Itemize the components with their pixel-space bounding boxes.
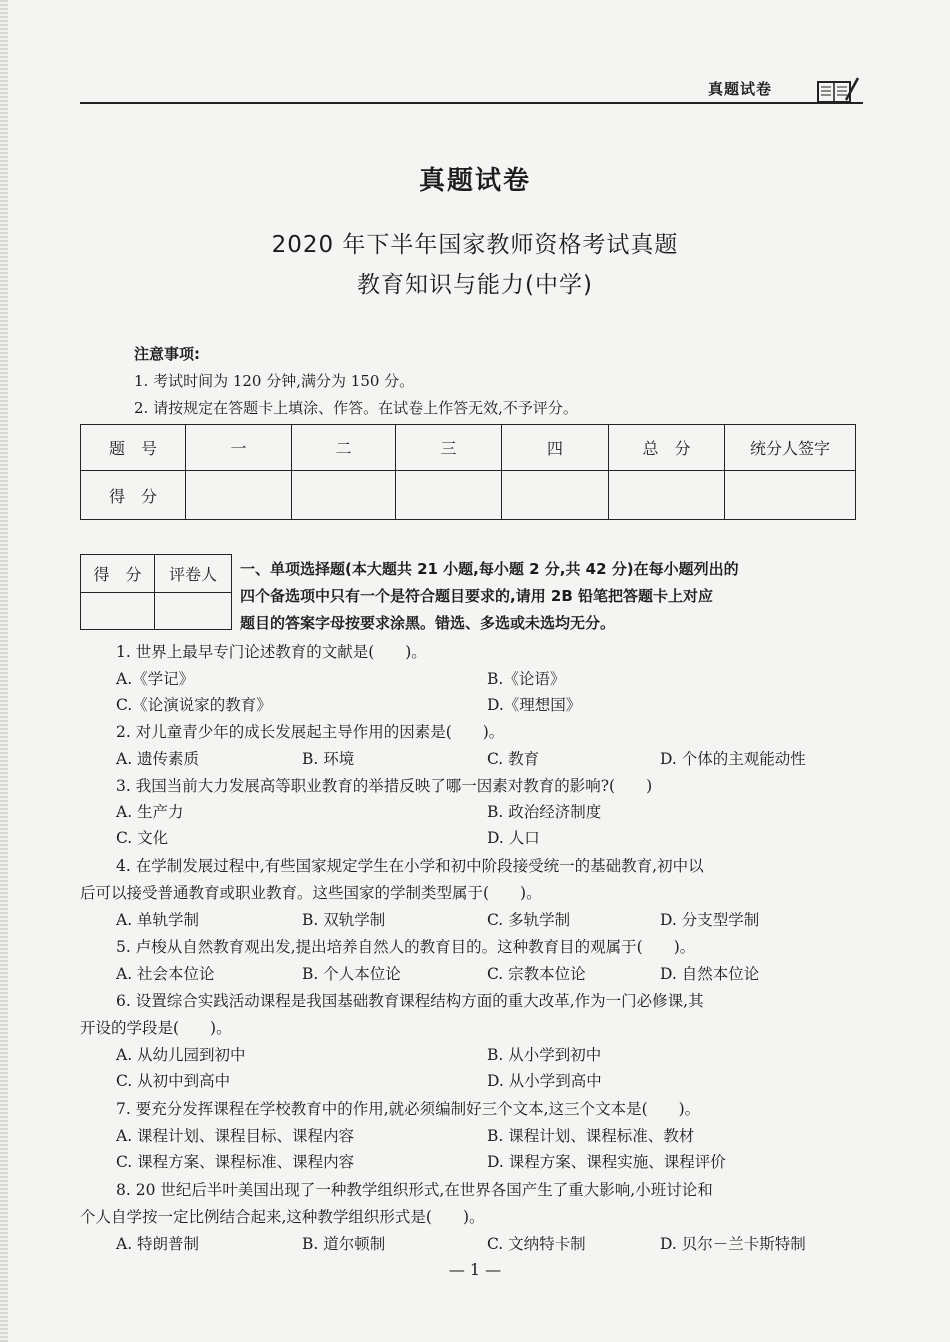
note-item: 1. 考试时间为 120 分钟,满分为 150 分。 bbox=[134, 372, 415, 390]
question-option: A. 生产力 bbox=[116, 803, 184, 821]
question-stem: 1. 世界上最早专门论述教育的文献是( )。 bbox=[116, 643, 427, 661]
question-option: C. 宗教本位论 bbox=[487, 965, 586, 983]
question-option: A. 社会本位论 bbox=[116, 965, 215, 983]
score-blank-cell bbox=[292, 471, 396, 520]
grader-label: 评卷人 bbox=[155, 555, 232, 593]
question-option: D. 课程方案、课程实施、课程评价 bbox=[487, 1153, 726, 1171]
question-stem: 2. 对儿童青少年的成长发展起主导作用的因素是( )。 bbox=[116, 723, 505, 741]
question-stem: 个人自学按一定比例结合起来,这种教学组织形式是( )。 bbox=[80, 1208, 485, 1226]
score-table bbox=[80, 424, 856, 520]
question-option: D. 自然本位论 bbox=[660, 965, 760, 983]
question-option: C. 从初中到高中 bbox=[116, 1072, 231, 1090]
section-instruction: 题目的答案字母按要求涂黑。错选、多选或未选均无分。 bbox=[240, 614, 616, 632]
score-header-cell: 二 bbox=[292, 425, 396, 471]
question-option: D. 人口 bbox=[487, 829, 540, 847]
running-header-label: 真题试卷 bbox=[708, 80, 773, 98]
question-option: D. 从小学到高中 bbox=[487, 1072, 602, 1090]
question-option: D. 个体的主观能动性 bbox=[660, 750, 806, 768]
question-option: A. 遗传素质 bbox=[116, 750, 200, 768]
score-header-cell: 题 号 bbox=[81, 425, 186, 471]
question-stem: 开设的学段是( )。 bbox=[80, 1019, 232, 1037]
question-stem: 5. 卢梭从自然教育观出发,提出培养自然人的教育目的。这种教育目的观属于( )。 bbox=[116, 938, 696, 956]
question-option: A. 从幼儿园到初中 bbox=[116, 1046, 246, 1064]
score-row-label: 得 分 bbox=[81, 471, 186, 520]
score-blank-cell bbox=[609, 471, 725, 520]
question-stem: 3. 我国当前大力发展高等职业教育的举措反映了哪一因素对教育的影响?( ) bbox=[116, 777, 653, 795]
question-option: D.《理想国》 bbox=[487, 696, 582, 714]
question-option: C. 文纳特卡制 bbox=[487, 1235, 586, 1253]
score-header-cell: 统分人签字 bbox=[725, 425, 856, 471]
question-stem: 后可以接受普通教育或职业教育。这些国家的学制类型属于( )。 bbox=[80, 884, 542, 902]
question-stem: 6. 设置综合实践活动课程是我国基础教育课程结构方面的重大改革,作为一门必修课,其 bbox=[116, 992, 704, 1010]
question-stem: 7. 要充分发挥课程在学校教育中的作用,就必须编制好三个文本,这三个文本是( )。 bbox=[116, 1100, 701, 1118]
header-rule bbox=[80, 102, 863, 104]
grader-blank-cell bbox=[81, 593, 155, 630]
section-instruction: 四个备选项中只有一个是符合题目要求的,请用 2B 铅笔把答题卡上对应 bbox=[240, 587, 714, 605]
book-pen-icon bbox=[816, 76, 860, 104]
scan-edge bbox=[0, 0, 8, 1342]
score-blank-cell bbox=[396, 471, 502, 520]
question-option: C. 教育 bbox=[487, 750, 540, 768]
question-option: C. 文化 bbox=[116, 829, 169, 847]
question-option: A. 课程计划、课程目标、课程内容 bbox=[116, 1127, 355, 1145]
question-option: A. 特朗普制 bbox=[116, 1235, 200, 1253]
question-option: B.《论语》 bbox=[487, 670, 566, 688]
question-option: D. 贝尔－兰卡斯特制 bbox=[660, 1235, 806, 1253]
question-option: A. 单轨学制 bbox=[116, 911, 200, 929]
notes-heading: 注意事项: bbox=[134, 345, 200, 363]
grader-score-label: 得 分 bbox=[81, 555, 155, 593]
score-blank-cell bbox=[502, 471, 609, 520]
page-title: 真题试卷 bbox=[418, 166, 531, 196]
question-stem: 4. 在学制发展过程中,有些国家规定学生在小学和初中阶段接受统一的基础教育,初中以 bbox=[116, 857, 704, 875]
score-header-cell: 总 分 bbox=[609, 425, 725, 471]
question-option: D. 分支型学制 bbox=[660, 911, 760, 929]
question-option: A.《学记》 bbox=[116, 670, 195, 688]
question-option: C.《论演说家的教育》 bbox=[116, 696, 272, 714]
question-option: C. 多轨学制 bbox=[487, 911, 571, 929]
score-header-cell: 四 bbox=[502, 425, 609, 471]
page-number: — 1 — bbox=[448, 1260, 502, 1279]
question-option: B. 双轨学制 bbox=[302, 911, 386, 929]
exam-subject: 教育知识与能力(中学) bbox=[357, 272, 593, 298]
score-header-cell: 一 bbox=[186, 425, 292, 471]
question-option: B. 道尔顿制 bbox=[302, 1235, 386, 1253]
exam-subtitle: 2020 年下半年国家教师资格考试真题 bbox=[271, 232, 679, 258]
question-option: B. 课程计划、课程标准、教材 bbox=[487, 1127, 695, 1145]
question-option: B. 政治经济制度 bbox=[487, 803, 602, 821]
note-item: 2. 请按规定在答题卡上填涂、作答。在试卷上作答无效,不予评分。 bbox=[134, 399, 578, 417]
grader-blank-cell bbox=[155, 593, 232, 630]
score-blank-cell bbox=[186, 471, 292, 520]
question-option: B. 环境 bbox=[302, 750, 355, 768]
question-stem: 8. 20 世纪后半叶美国出现了一种教学组织形式,在世界各国产生了重大影响,小班讨论和 bbox=[116, 1181, 713, 1199]
score-blank-cell bbox=[725, 471, 856, 520]
question-option: B. 从小学到初中 bbox=[487, 1046, 602, 1064]
score-header-cell: 三 bbox=[396, 425, 502, 471]
question-option: B. 个人本位论 bbox=[302, 965, 401, 983]
grader-table bbox=[80, 554, 232, 630]
question-option: C. 课程方案、课程标准、课程内容 bbox=[116, 1153, 355, 1171]
section-instruction: 一、单项选择题(本大题共 21 小题,每小题 2 分,共 42 分)在每小题列出的 bbox=[240, 560, 739, 578]
